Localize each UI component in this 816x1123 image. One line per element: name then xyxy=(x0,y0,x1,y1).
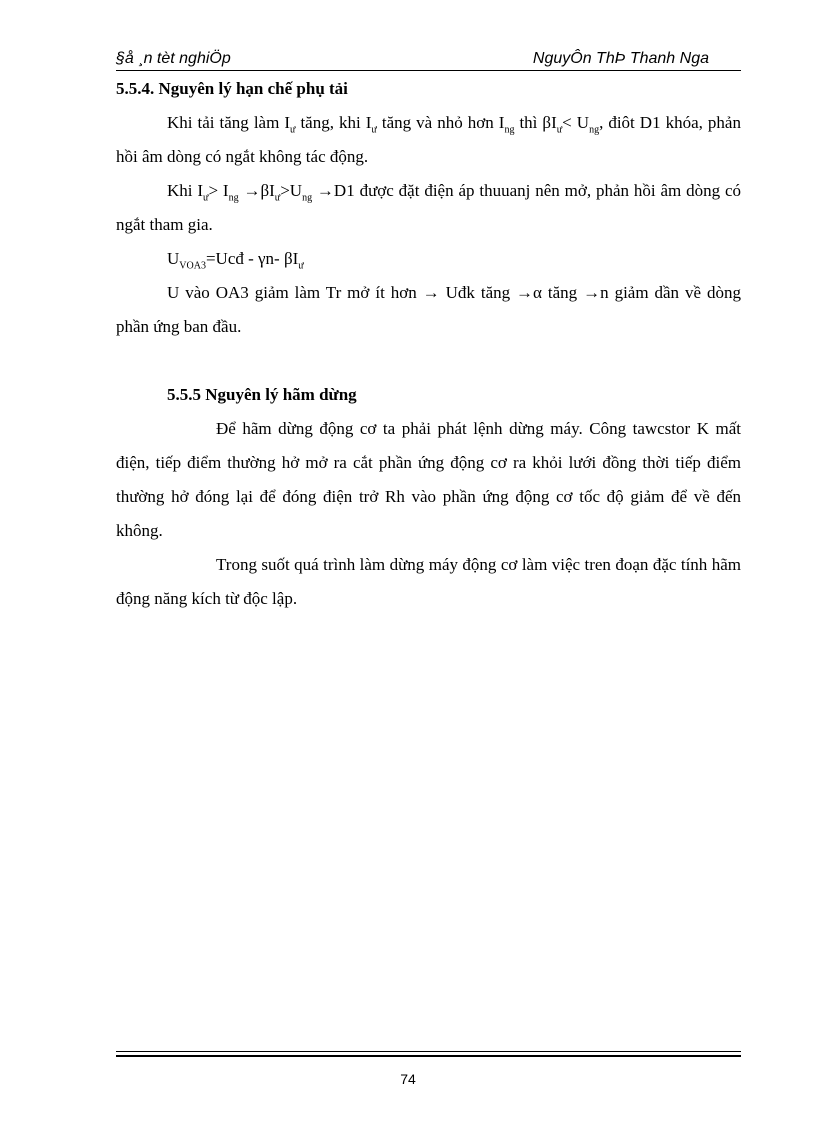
header-author: NguyÔn ThÞ Thanh Nga xyxy=(532,50,709,67)
paragraph: Trong suốt quá trình làm dừng máy động cơ làm việc tren đoạn đặc tính hãm động năng kích từ độc lập. xyxy=(116,555,741,608)
page-number: 74 xyxy=(400,1071,416,1087)
paragraph: Khi tải tăng làm $I_ư$ tăng, khi $I_ư$ tăng và nhỏ hơn $I_{ng}$ thì $\beta I_ư< U_{ng}$, điôt D1 khóa, phản hồi âm dòng có ngắt không tác động. xyxy=(116,113,741,166)
paragraph: Khi $I_ư> I_{ng} \to\beta I_ư>U_{ng} \to D1$ được đặt điện áp thuuanj nên mở, phản hồi âm dòng có ngắt tham gia. xyxy=(116,181,742,234)
paragraph: Để hãm dừng động cơ ta phải phát lệnh dừng máy. Công tawcstor K mất điện, tiếp điểm thường hở mở ra cắt phần ứng động cơ ra khỏi lưới đồng thời tiếp điểm thường hở đóng lại để đóng điện trở Rh vào phần ứng động cơ tốc độ giảm để về đến không. xyxy=(116,419,741,540)
header-title: §å ¸n tèt nghiÖp xyxy=(116,50,231,67)
paragraph: U vào OA3 giảm làm Tr mở ít hơn → Uđk tăng →α tăng →n giảm dần về dòng phần ứng ban đầu. xyxy=(116,283,741,336)
formula: $U_{VOA3}=Ucđ - \gamma n-$ $\beta I_ư$ xyxy=(167,249,304,272)
footer-divider-thick xyxy=(116,1055,741,1057)
page-body xyxy=(116,72,741,616)
section-heading-555: 5.5.5 Nguyên lý hãm dừng xyxy=(167,385,357,404)
section-heading-554: 5.5.4. Nguyên lý hạn chế phụ tải xyxy=(116,79,348,98)
page-header xyxy=(116,48,741,71)
footer-divider xyxy=(116,1051,741,1052)
